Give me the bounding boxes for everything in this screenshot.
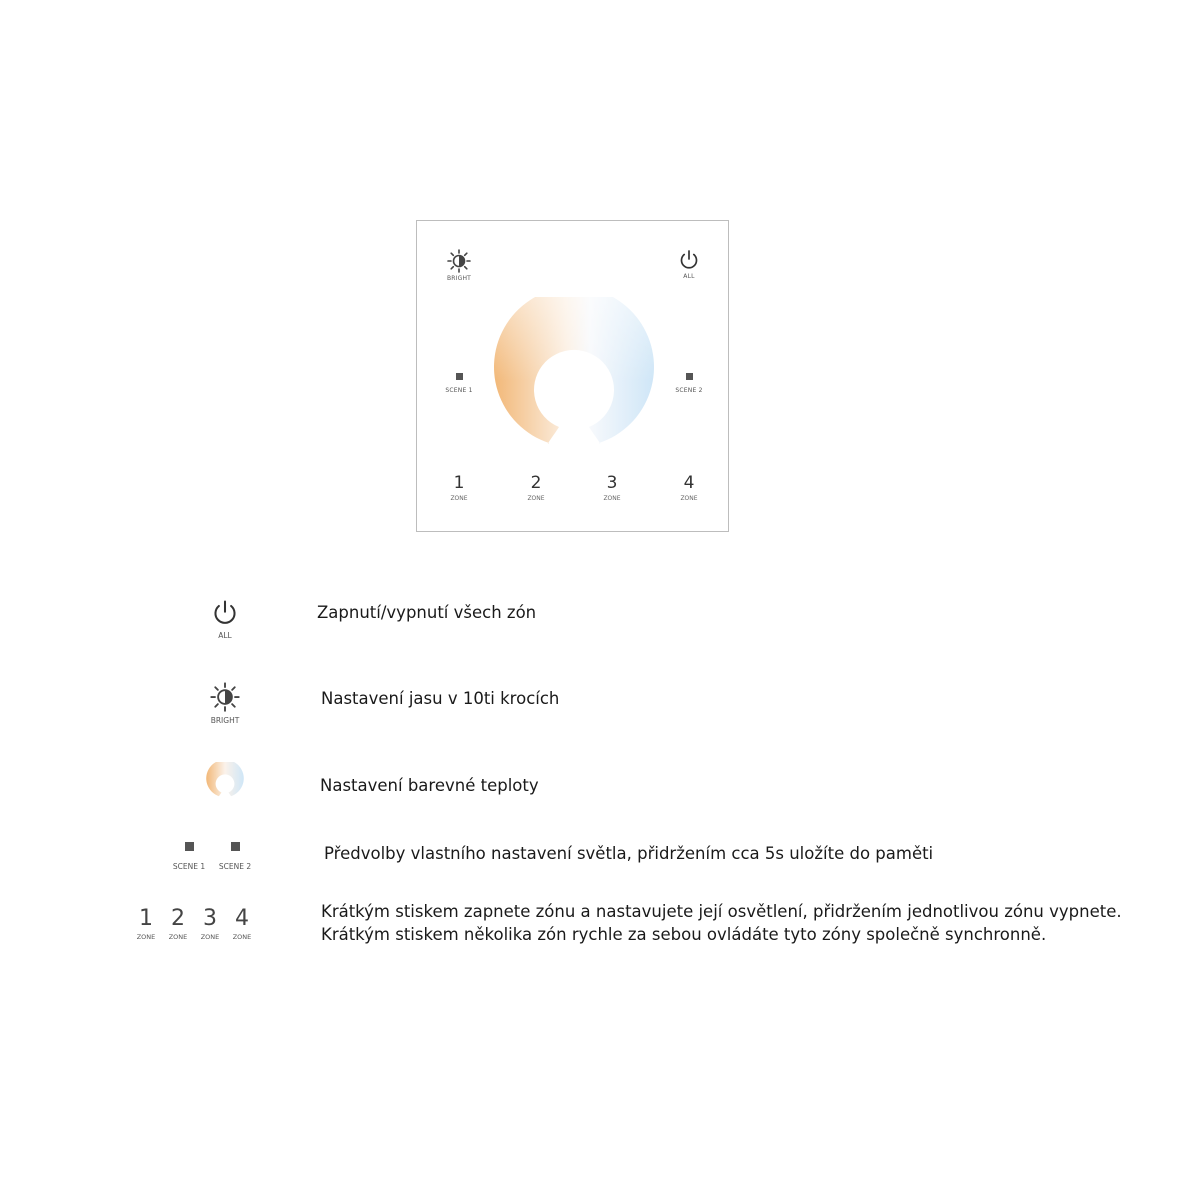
legend-all-text: Zapnutí/vypnutí všech zón — [317, 603, 537, 622]
legend-zones-text-line1: Krátkým stiskem zapnete zónu a nastavujete její osvětlení, přidržením jednotlivou zónu vypnete. — [321, 902, 1122, 921]
zone-number: 2 — [530, 473, 542, 493]
scene1-indicator — [456, 373, 463, 380]
zone-number: 3 — [203, 906, 217, 931]
scene1-button[interactable] — [441, 373, 477, 394]
zone-label: ZONE — [527, 495, 545, 502]
power-icon — [211, 599, 239, 627]
zone-number: 3 — [606, 473, 618, 493]
bright-label: BRIGHT — [446, 275, 472, 282]
power-icon — [678, 249, 700, 271]
zone-3-button[interactable] — [595, 474, 629, 502]
zone-label: ZONE — [450, 495, 468, 502]
zone-label: ZONE — [168, 933, 188, 941]
legend-wheel-icon — [205, 762, 245, 800]
zone-number: 4 — [235, 906, 249, 931]
legend-bright-label: BRIGHT — [210, 716, 240, 725]
legend-scene2-label: SCENE 2 — [218, 862, 252, 871]
zone-4-button[interactable] — [672, 474, 706, 502]
legend-zones-text-line2: Krátkým stiskem několika zón rychle za sebou ovládáte tyto zóny společně synchronně. — [321, 925, 1047, 944]
legend-zone-2 — [162, 907, 194, 941]
zone-number: 4 — [683, 473, 695, 493]
wall-panel — [416, 220, 729, 532]
zone-label: ZONE — [136, 933, 156, 941]
legend-zone-4 — [226, 907, 258, 941]
all-power-button[interactable] — [673, 249, 705, 280]
zone-number: 1 — [453, 473, 465, 493]
zone-2-button[interactable] — [519, 474, 553, 502]
bright-button[interactable] — [443, 249, 475, 282]
legend-zone-3 — [194, 907, 226, 941]
scene1-indicator — [185, 842, 194, 851]
legend-zones-icon — [129, 907, 259, 943]
legend-scene1 — [166, 842, 212, 871]
legend-all-label: ALL — [218, 631, 232, 640]
legend-all-icon — [205, 599, 245, 640]
legend-bright-text: Nastavení jasu v 10ti krocích — [321, 689, 560, 708]
all-label: ALL — [683, 273, 695, 280]
zone-label: ZONE — [603, 495, 621, 502]
scene2-label: SCENE 2 — [675, 387, 703, 394]
scene2-indicator — [231, 842, 240, 851]
legend-scene2 — [212, 842, 258, 871]
legend-zone-1 — [130, 907, 162, 941]
zone-label: ZONE — [232, 933, 252, 941]
scene1-label: SCENE 1 — [445, 387, 473, 394]
legend-wheel-text: Nastavení barevné teploty — [320, 776, 539, 795]
scene2-indicator — [686, 373, 693, 380]
zone-number: 2 — [171, 906, 185, 931]
zone-1-button[interactable] — [442, 474, 476, 502]
zone-label: ZONE — [680, 495, 698, 502]
legend-bright-icon — [205, 682, 245, 725]
color-temperature-wheel[interactable] — [493, 297, 655, 459]
zone-number: 1 — [139, 906, 153, 931]
legend-scene1-label: SCENE 1 — [172, 862, 206, 871]
brightness-icon — [447, 249, 471, 273]
brightness-icon — [210, 682, 240, 712]
legend-scenes-icon — [164, 842, 260, 873]
color-temperature-wheel-icon — [206, 762, 244, 800]
zone-label: ZONE — [200, 933, 220, 941]
legend-scenes-text: Předvolby vlastního nastavení světla, přidržením cca 5s uložíte do paměti — [324, 844, 934, 863]
scene2-button[interactable] — [671, 373, 707, 394]
